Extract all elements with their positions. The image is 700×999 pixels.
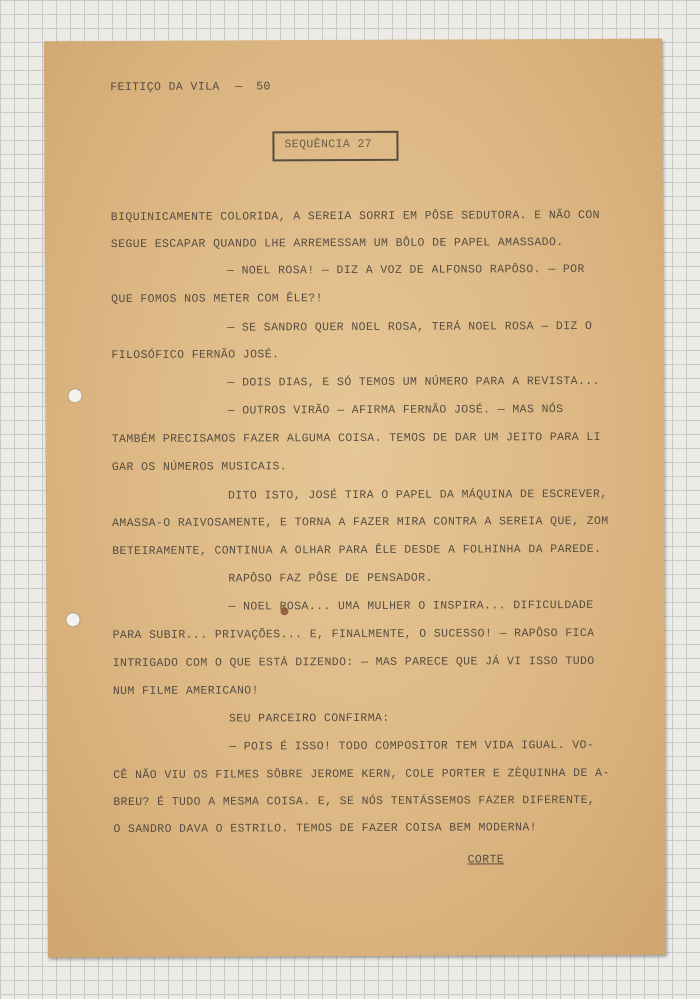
body-line: CÊ NÃO VIU OS FILMES SÔBRE JEROME KERN, COLE PORTER E ZÈQUINHA DE A- bbox=[113, 766, 610, 783]
body-line: AMASSA-O RAIVOSAMENTE, E TORNA A FAZER MIRA CONTRA A SEREIA QUE, ZOM bbox=[112, 514, 609, 531]
page-number: 50 bbox=[256, 80, 271, 94]
body-line: GAR OS NÚMEROS MUSICAIS. bbox=[111, 460, 288, 475]
body-line: INTRIGADO COM O QUE ESTÁ DIZENDO: — MAS PARECE QUE JÁ VI ISSO TUDO bbox=[112, 654, 595, 671]
body-line: NUM FILME AMERICANO! bbox=[112, 684, 259, 699]
body-line: TAMBÉM PRECISAMOS FAZER ALGUMA COISA. TEMOS DE DAR UM JEITO PARA LI bbox=[111, 430, 601, 447]
punch-hole-bottom bbox=[65, 612, 80, 627]
body-line: FILOSÓFICO FERNÃO JOSÉ. bbox=[111, 348, 280, 363]
body-line: — DOIS DIAS, E SÓ TEMOS UM NÚMERO PARA A REVISTA... bbox=[227, 374, 600, 390]
body-line: — OUTROS VIRÃO — AFIRMA FERNÃO JOSÉ. — MAS NÓS bbox=[227, 403, 564, 418]
body-line: SEGUE ESCAPAR QUANDO LHE ARREMESSAM UM BÔLO DE PAPEL AMASSADO. bbox=[110, 236, 564, 252]
body-line: — NOEL ROSA... UMA MULHER O INSPIRA... DIFICULDADE bbox=[228, 598, 594, 614]
body-line: QUE FOMOS NOS METER COM ÊLE?! bbox=[111, 292, 323, 307]
body-line: BIQUINICAMENTE COLORIDA, A SEREIA SORRI EM PÔSE SEDUTORA. E NÃO CON bbox=[110, 208, 600, 225]
body-line: — POIS É ISSO! TODO COMPOSITOR TEM VIDA IGUAL. VO- bbox=[229, 738, 595, 754]
header-separator: — bbox=[235, 80, 243, 94]
corte-label: CORTE bbox=[467, 853, 505, 867]
script-title: FEITIÇO DA VILA bbox=[110, 80, 220, 95]
page-header bbox=[44, 39, 662, 95]
typewritten-page bbox=[44, 39, 666, 958]
sequence-label: SEQUÊNCIA 27 bbox=[284, 137, 373, 152]
sequence-box bbox=[272, 131, 398, 162]
body-line: — NOEL ROSA! — DIZ A VOZ DE ALFONSO RAPÔSO. — POR bbox=[226, 262, 585, 278]
body-line: BETEIRAMENTE, CONTINUA A OLHAR PARA ÊLE DESDE A FOLHINHA DA PAREDE. bbox=[112, 542, 602, 559]
body-line: RAPÔSO FAZ PÔSE DE PENSADOR. bbox=[228, 571, 433, 586]
punch-hole-top bbox=[68, 388, 83, 403]
body-line: — SE SANDRO QUER NOEL ROSA, TERÁ NOEL ROSA — DIZ O bbox=[227, 319, 593, 335]
body-line: SEU PARCEIRO CONFIRMA: bbox=[228, 711, 390, 726]
body-line: BREU? É TUDO A MESMA COISA. E, SE NÓS TENTÁSSEMOS FAZER DIFERENTE, bbox=[113, 793, 596, 810]
body-line: PARA SUBIR... PRIVAÇÕES... E, FINALMENTE, O SUCESSO! — RAPÔSO FICA bbox=[112, 626, 595, 643]
body-line: DITO ISTO, JOSÉ TIRA O PAPEL DA MÁQUINA DE ESCREVER, bbox=[227, 487, 608, 503]
body-line: O SANDRO DAVA O ESTRILO. TEMOS DE FAZER COISA BEM MODERNA! bbox=[113, 821, 537, 837]
